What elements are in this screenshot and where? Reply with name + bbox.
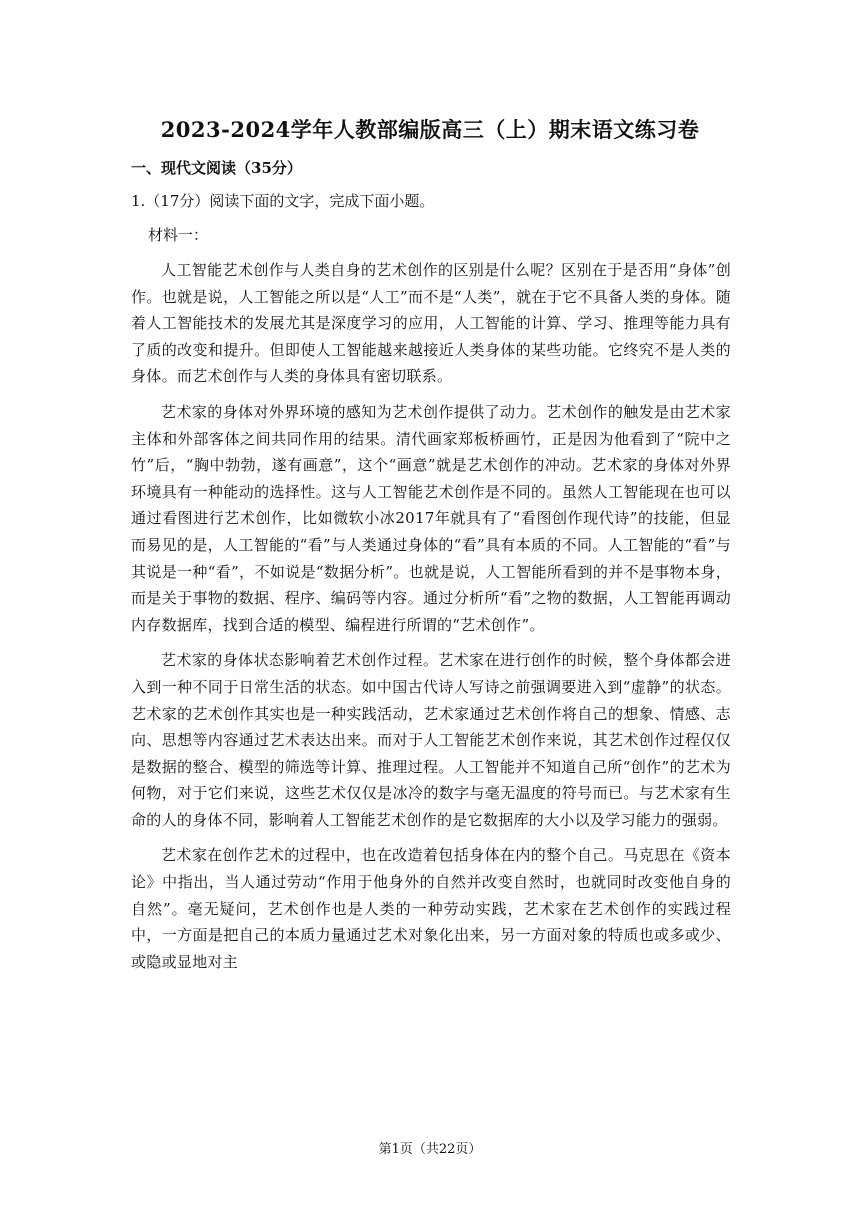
passage-paragraph: 艺术家的身体状态影响着艺术创作过程。艺术家在进行创作的时候，整个身体都会进入到一种不同于日常生活的状态。如中国古代诗人写诗之前强调要进入到“虚静”的状态。艺术家的艺术创作其实也是一种实践活动，艺术家通过艺术创作将自己的想象、情感、志向、思想等内容通过艺术表达出来。而对于人工智能艺术创作来说，其艺术创作过程仅仅是数据的整合、模型的筛选等计算、推理过程。人工智能并不知道自己所“创作”的艺术为何物，对于它们来说，这些艺术仅仅是冰冷的数字与毫无温度的符号而已。与艺术家有生命的人的身体不同，影响着人工智能艺术创作的是它数据库的大小以及学习能力的强弱。 <box>131 651 731 829</box>
passage-body <box>131 257 731 984</box>
passage-paragraph: 艺术家在创作艺术的过程中，也在改造着包括身体在内的整个自己。马克思在《资本论》中指出，当人通过劳动“作用于他身外的自然并改变自然时，也就同时改变他自身的自然”。毫无疑问，艺术创作也是人类的一种劳动实践，艺术家在艺术创作的实践过程中，一方面是把自己的本质力量通过艺术对象化出来，另一方面对象的特质也或多或少、或隐或显地对主 <box>131 846 731 971</box>
question-intro: 1.（17分）阅读下面的文字，完成下面小题。 <box>131 192 435 210</box>
passage-paragraph: 艺术家的身体对外界环境的感知为艺术创作提供了动力。艺术创作的触发是由艺术家主体和外部客体之间共同作用的结果。清代画家郑板桥画竹，正是因为他看到了“院中之竹”后，“胸中勃勃，遂有画意”，这个“画意”就是艺术创作的冲动。艺术家的身体对外界环境具有一种能动的选择性。这与人工智能艺术创作是不同的。虽然人工智能现在也可以通过看图进行艺术创作，比如微软小冰2017年就具有了“看图创作现代诗”的技能，但显而易见的是，人工智能的“看”与人类通过身体的“看”具有本质的不同。人工智能的“看”与其说是一种“看”，不如说是“数据分析”。也就是说，人工智能所看到的并不是事物本身，而是关于事物的数据、程序、编码等内容。通过分析所“看”之物的数据，人工智能再调动内存数据库，找到合适的模型、编程进行所谓的“艺术创作”。 <box>131 402 731 634</box>
material-label: 材料一： <box>148 226 209 244</box>
document-title: 2023-2024学年人教部编版高三（上）期末语文练习卷 <box>160 117 700 142</box>
section-heading: 一、现代文阅读（35分） <box>131 159 302 177</box>
page-footer: 第1页（共22页） <box>378 1142 482 1157</box>
passage-paragraph: 人工智能艺术创作与人类自身的艺术创作的区别是什么呢？区别在于是否用“身体”创作。也就是说，人工智能之所以是“人工”而不是“人类”，就在于它不具备人类的身体。随着人工智能技术的发展尤其是深度学习的应用，人工智能的计算、学习、推理等能力具有了质的改变和提升。但即使人工智能越来越接近人类身体的某些功能。它终究不是人类的身体。而艺术创作与人类的身体具有密切联系。 <box>131 261 731 386</box>
